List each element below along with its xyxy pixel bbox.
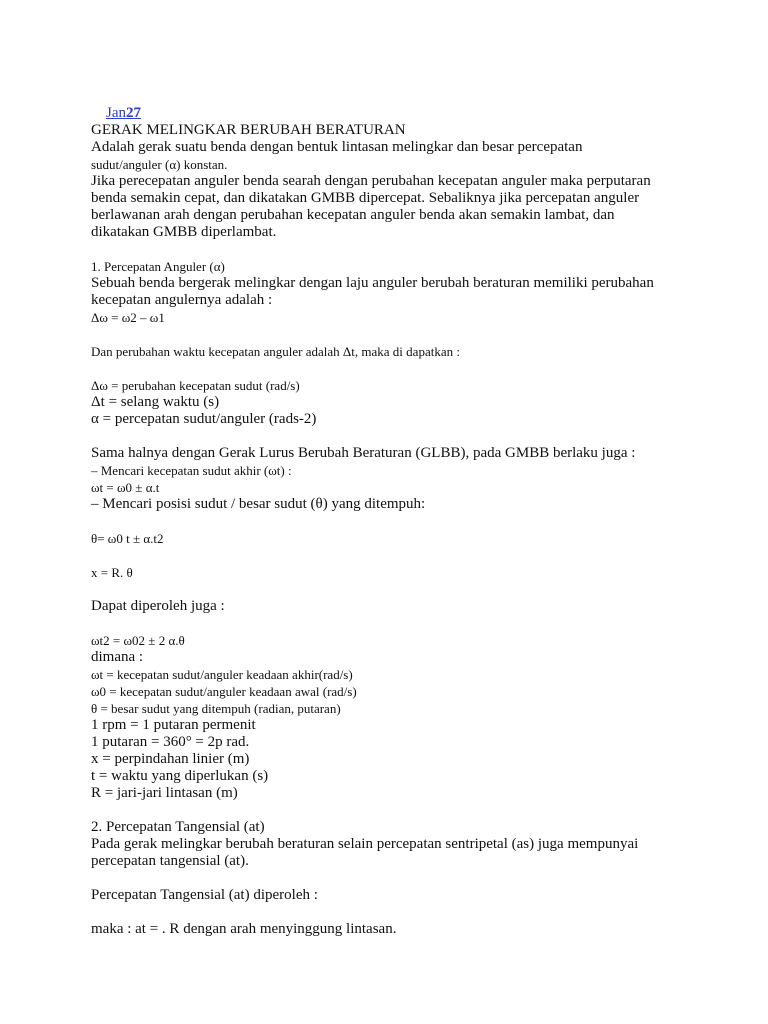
section2-line: percepatan tangensial (at). [91, 853, 249, 869]
x-equation: x = R. θ [91, 565, 133, 580]
where-line: x = perpindahan linier (m) [91, 751, 250, 767]
glbb-line: Sama halnya dengan Gerak Lurus Berubah Beraturan (GLBB), pada GMBB berlaku juga : [91, 445, 636, 461]
where-line: 1 putaran = 360° = 2p rad. [91, 734, 250, 750]
delta-omega-equation: Δω = ω2 – ω1 [91, 310, 165, 325]
spacer [91, 904, 711, 921]
where-line: dimana : [91, 649, 144, 665]
theta-equation: θ= ω0 t ± α.t2 [91, 531, 164, 546]
where-line: R = jari-jari lintasan (m) [91, 785, 238, 801]
date-month-link[interactable]: Jan [106, 105, 126, 121]
definition-line: Δt = selang waktu (s) [91, 394, 220, 410]
omega-t-equation: ωt = ω0 ± α.t [91, 480, 160, 495]
omega-squared-equation: ωt2 = ω02 ± 2 α.θ [91, 633, 185, 648]
intro-line: Adalah gerak suatu benda dengan bentuk lintasan melingkar dan besar percepatan [91, 139, 583, 155]
intro-line: Jika perecepatan anguler benda searah dengan perubahan kecepatan anguler maka perputaran [91, 173, 651, 189]
spacer [91, 802, 711, 819]
section2-final: maka : at = . R dengan arah menyinggung lintasan. [91, 921, 397, 937]
spacer [91, 615, 711, 632]
spacer [91, 105, 711, 122]
intro-line: sudut/anguler (α) konstan. [91, 157, 228, 172]
section1-line: Sebuah benda bergerak melingkar dengan laju anguler berubah beraturan memiliki perubahan [91, 275, 654, 291]
spacer [91, 241, 711, 258]
definition-line: α = percepatan sudut/anguler (rads-2) [91, 411, 317, 427]
spacer [91, 870, 711, 887]
where-line: ω0 = kecepatan sudut/anguler keadaan awal (rad/s) [91, 684, 357, 699]
glbb-line: – Mencari posisi sudut / besar sudut (θ) yang ditempuh: [91, 496, 426, 512]
spacer [91, 326, 711, 343]
spacer [91, 581, 711, 598]
spacer [91, 547, 711, 564]
definition-line: Δω = perubahan kecepatan sudut (rad/s) [91, 378, 300, 393]
spacer [91, 428, 711, 445]
glbb-line: – Mencari kecepatan sudut akhir (ωt) : [91, 463, 292, 478]
section1-heading: 1. Percepatan Anguler (α) [91, 259, 225, 274]
where-line: ωt = kecepatan sudut/anguler keadaan akhir(rad/s) [91, 667, 353, 682]
intro-line: dikatakan GMBB diperlambat. [91, 224, 277, 240]
spacer [91, 513, 711, 530]
section1-line: kecepatan angulernya adalah : [91, 292, 273, 308]
where-line: t = waktu yang diperlukan (s) [91, 768, 269, 784]
document-body [91, 88, 711, 938]
where-line: 1 rpm = 1 putaran permenit [91, 717, 256, 733]
date-day-link[interactable]: 27 [126, 105, 141, 121]
time-change-line: Dan perubahan waktu kecepatan anguler adalah Δt, maka di dapatkan : [91, 344, 460, 359]
document-title: GERAK MELINGKAR BERUBAH BERATURAN [91, 122, 406, 138]
obtained-line: Dapat diperoleh juga : [91, 598, 225, 614]
intro-line: berlawanan arah dengan perubahan kecepatan anguler benda akan semakin lambat, dan [91, 207, 615, 223]
section2-heading: 2. Percepatan Tangensial (at) [91, 819, 265, 835]
intro-line: benda semakin cepat, dan dikatakan GMBB dipercepat. Sebaliknya jika percepatan anguler [91, 190, 640, 206]
section2-line: Pada gerak melingkar berubah beraturan selain percepatan sentripetal (as) juga mempunyai [91, 836, 639, 852]
date-link[interactable] [91, 88, 711, 121]
where-line: θ = besar sudut yang ditempuh (radian, putaran) [91, 701, 341, 716]
spacer [91, 360, 711, 377]
section2-obtained: Percepatan Tangensial (at) diperoleh : [91, 887, 318, 903]
